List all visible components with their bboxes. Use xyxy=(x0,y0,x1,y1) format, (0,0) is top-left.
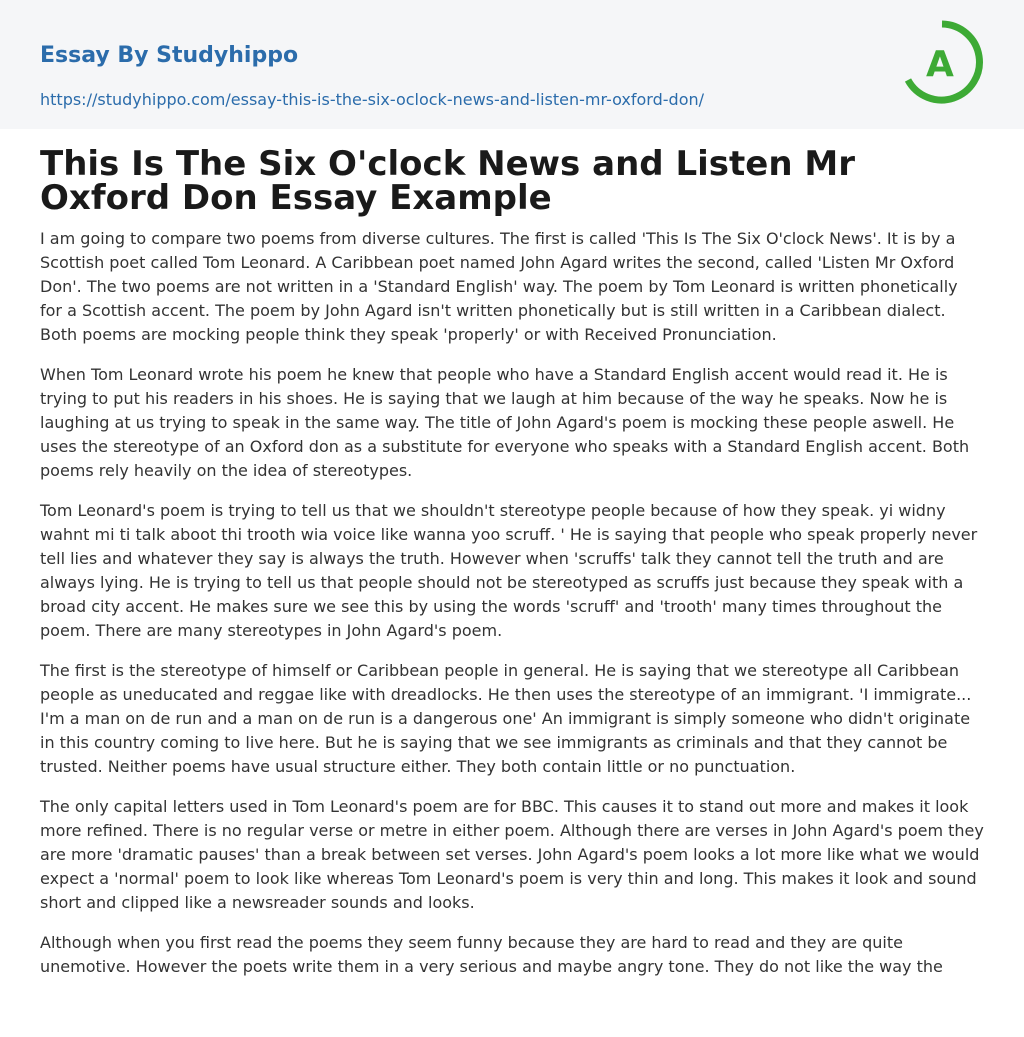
circle-letter-a-icon[interactable] xyxy=(900,20,984,104)
logo-letter: A xyxy=(926,44,954,85)
source-url-link[interactable]: https://studyhippo.com/essay-this-is-the-six-oclock-news-and-listen-mr-oxford-don/ xyxy=(40,90,705,109)
paragraph: When Tom Leonard wrote his poem he knew that people who have a Standard English accent would read it. He is trying to put his readers in his shoes. He is saying that we laugh at him because of the way he speaks. Now he is laughing at us trying to speak in the same way. The title of John Agard's poem is mocking these people aswell. He uses the stereotype of an Oxford don as a substitute for everyone who speaks with a Standard English accent. Both poems rely heavily on the idea of stereotypes. xyxy=(40,365,970,480)
page-title: This Is The Six O'clock News and Listen Mr Oxford Don Essay Example xyxy=(40,144,855,218)
paragraph: Tom Leonard's poem is trying to tell us that we shouldn't stereotype people because of how they speak. yi widny wahnt mi ti talk aboot thi trooth wia voice like wanna yoo scruff. ' He is saying that people who speak properly never tell lies and whatever they say is always the truth. However when 'scruffs' talk they cannot tell the truth and are always lying. He is trying to tell us that people should not be stereotyped as scruffs just because they speak with a broad city accent. He makes sure we see this by using the words 'scruff' and 'trooth' many times throughout the poem. There are many stereotypes in John Agard's poem. xyxy=(40,501,978,640)
page-header xyxy=(0,0,1024,129)
article xyxy=(0,129,1024,979)
paragraph: The first is the stereotype of himself or Caribbean people in general. He is saying that we stereotype all Caribbean people as uneducated and reggae like with dreadlocks. He then uses the stereotype of an immigrant. 'I immigrate... I'm a man on de run and a man on de run is a dangerous one' An immigrant is simply someone who didn't originate in this country coming to live here. But he is saying that we see immigrants as criminals and that they cannot be trusted. Neither poems have usual structure either. They both contain little or no punctuation. xyxy=(40,661,972,776)
paragraph: The only capital letters used in Tom Leonard's poem are for BBC. This causes it to stand out more and makes it look more refined. There is no regular verse or metre in either poem. Although there are verses in John Agard's poem they are more 'dramatic pauses' than a break between set verses. John Agard's poem looks a lot more like what we would expect a 'normal' poem to look like whereas Tom Leonard's poem is very thin and long. This makes it look and sound short and clipped like a newsreader sounds and looks. xyxy=(40,797,984,912)
site-brand[interactable]: Essay By Studyhippo xyxy=(40,43,299,68)
paragraph: I am going to compare two poems from diverse cultures. The first is called 'This Is The Six O'clock News'. It is by a Scottish poet called Tom Leonard. A Caribbean poet named John Agard writes the second, called 'Listen Mr Oxford Don'. The two poems are not written in a 'Standard English' way. The poem by Tom Leonard is written phonetically for a Scottish accent. The poem by John Agard isn't written phonetically but is still written in a Caribbean dialect. Both poems are mocking people think they speak 'properly' or with Received Pronunciation. xyxy=(40,229,958,344)
paragraph: Although when you first read the poems they seem funny because they are hard to read and they are quite unemotive. However the poets write them in a very serious and maybe angry tone. They do not like the way the xyxy=(40,933,943,976)
